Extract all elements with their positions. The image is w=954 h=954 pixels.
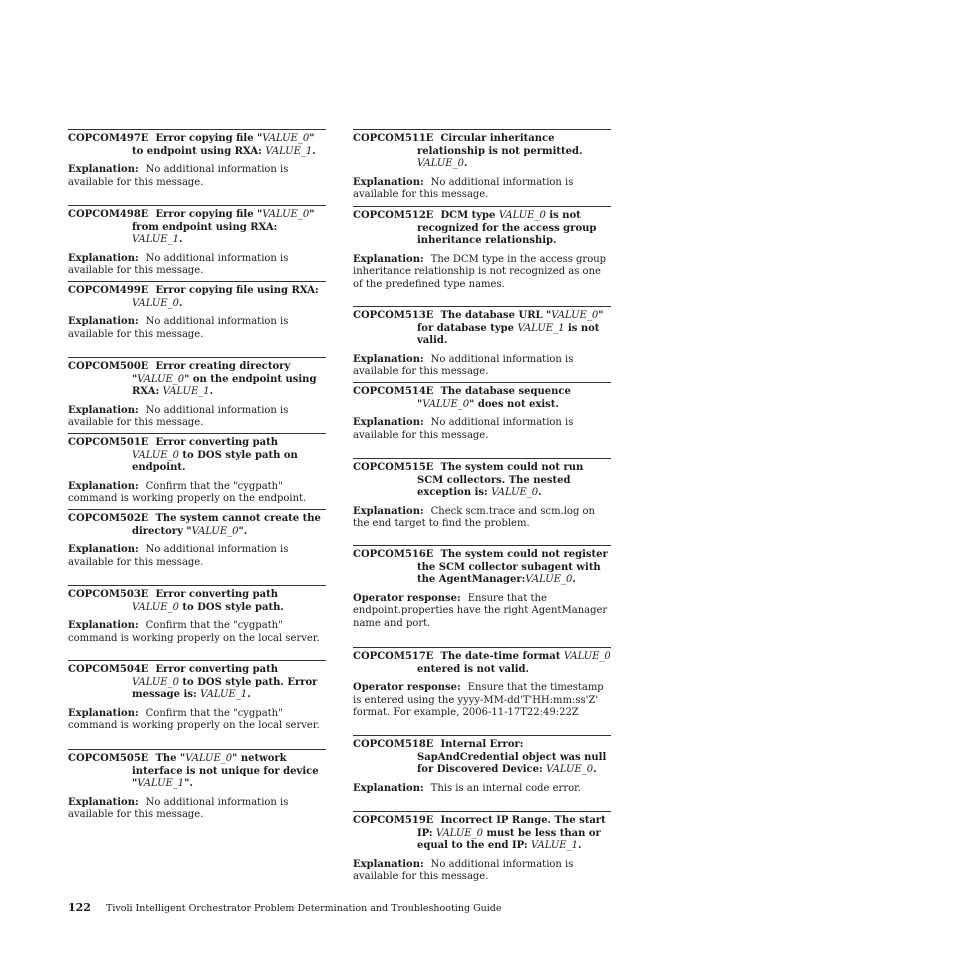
message-entry	[353, 458, 611, 531]
explanation-text: This is an internal code error.	[430, 782, 581, 794]
message-variable: VALUE_0	[563, 651, 611, 662]
message-variable: VALUE_1	[531, 840, 578, 851]
explanation-text: The DCM type in the access group inheritance relationship is not recognized as one of the predefined type names.	[353, 253, 607, 290]
message-title-text: " to endpoint using RXA:	[132, 133, 315, 157]
message-heading	[68, 589, 326, 614]
message-title-text: is not valid.	[417, 322, 600, 346]
message-title-text: .	[577, 840, 582, 851]
explanation-text: No additional information is available for this message.	[353, 353, 574, 377]
message-id: COPCOM519E	[353, 815, 434, 826]
explanation-text: Confirm that the "cygpath" command is working properly on the local server.	[68, 620, 320, 644]
message-heading	[353, 210, 611, 248]
message-title-text: must be less than or equal to the end IP:	[417, 827, 601, 851]
message-variable: VALUE_0	[262, 133, 310, 144]
explanation-text: Ensure that the timestamp is entered using the yyyy-MM-dd'T'HH:mm:ss'Z' format. For example, 2006-11-17T22:49:22Z	[353, 682, 604, 718]
message-title-text: The system cannot create the directory "	[132, 513, 321, 537]
explanation-text: No additional information is available for this message.	[68, 544, 289, 568]
explanation-text: Check scm.trace and scm.log on the end target to find the problem.	[353, 505, 595, 529]
message-id: COPCOM500E	[68, 361, 149, 372]
message-variable: VALUE_0	[191, 525, 239, 537]
message-title-text: .	[538, 487, 542, 498]
message-variable: VALUE_1	[137, 778, 185, 789]
message-entry	[353, 129, 611, 202]
message-id: COPCOM514E	[353, 386, 434, 397]
message-entry	[353, 647, 611, 720]
message-title-text: " on the endpoint using RXA:	[132, 373, 317, 397]
message-heading	[68, 753, 326, 791]
message-entry	[68, 749, 326, 822]
message-title-text: ".	[238, 525, 248, 537]
explanation-label: Explanation:	[68, 316, 139, 327]
message-title-text: " does not exist.	[469, 398, 559, 410]
message-id: COPCOM498E	[68, 209, 149, 220]
message-heading	[68, 664, 326, 702]
message-variable: VALUE_1	[132, 234, 179, 245]
explanation-text: No additional information is available for this message.	[68, 252, 289, 276]
explanation-label: Explanation:	[353, 253, 424, 265]
message-entry	[353, 545, 611, 630]
explanation-label: Explanation:	[68, 707, 139, 719]
explanation-text: No additional information is available for this message.	[353, 858, 574, 882]
message-title-text: DCM type	[440, 210, 499, 221]
explanation-label: Explanation:	[68, 796, 139, 808]
message-explanation	[353, 593, 611, 631]
message-explanation	[68, 797, 326, 822]
explanation-text: Confirm that the "cygpath" command is working properly on the local server.	[68, 707, 320, 731]
message-explanation	[353, 506, 611, 531]
message-title-text: Error converting path	[155, 437, 279, 448]
page-number: 122	[68, 901, 91, 914]
explanation-text: No additional information is available for this message.	[68, 316, 289, 340]
message-variable: VALUE_0	[132, 601, 179, 613]
message-id: COPCOM513E	[353, 310, 434, 321]
explanation-label: Explanation:	[353, 505, 424, 517]
message-title-text: The database URL "	[440, 310, 552, 321]
message-title-text: .	[209, 386, 214, 397]
message-heading	[353, 815, 611, 853]
message-variable: VALUE_1	[162, 386, 210, 397]
message-explanation	[68, 708, 326, 733]
message-variable: VALUE_0	[546, 764, 594, 775]
message-title-text: .	[247, 689, 251, 700]
message-title-text: The "	[155, 753, 186, 764]
message-explanation	[353, 254, 611, 292]
message-entry	[353, 811, 611, 884]
explanation-label: Explanation:	[68, 252, 139, 264]
message-title-text: Error converting path	[155, 589, 279, 600]
message-title-text: Error copying file "	[155, 133, 263, 144]
explanation-label: Explanation:	[353, 417, 424, 428]
explanation-label: Explanation:	[68, 544, 139, 555]
explanation-label: Operator response:	[353, 592, 461, 604]
message-id: COPCOM511E	[353, 133, 434, 144]
message-title-text: The system could not run SCM collectors. The nested exception is:	[417, 462, 584, 498]
explanation-label: Explanation:	[353, 858, 424, 870]
message-variable: VALUE_0	[498, 210, 546, 221]
message-title-text: Error converting path	[155, 664, 279, 675]
message-id: COPCOM497E	[68, 133, 149, 144]
message-variable: VALUE_0	[132, 297, 179, 309]
message-explanation	[353, 783, 611, 796]
message-title-text: is not recognized for the access group inheritance relationship.	[417, 210, 597, 246]
message-title-text: Internal Error: SapAndCredential object was null for Discovered Device:	[417, 739, 607, 775]
message-title-text: Error copying file "	[155, 209, 263, 220]
message-heading	[353, 462, 611, 500]
message-explanation	[68, 544, 326, 569]
message-title-text: Incorrect IP Range. The start IP:	[417, 815, 606, 839]
message-heading	[353, 739, 611, 777]
message-variable: VALUE_0	[422, 398, 470, 410]
explanation-text: No additional information is available for this message.	[68, 164, 289, 188]
message-title-text: " network interface is not unique for device "	[132, 753, 319, 789]
explanation-text: No additional information is available for this message.	[353, 417, 574, 441]
message-variable: VALUE_0	[132, 676, 179, 688]
message-variable: VALUE_0	[185, 753, 233, 764]
explanation-text: No additional information is available for this message.	[68, 796, 289, 820]
message-entry	[68, 585, 326, 645]
message-title-text: .	[312, 145, 316, 157]
message-heading	[68, 285, 326, 310]
message-title-text: " from endpoint using RXA:	[132, 209, 315, 233]
message-title-text: Error creating directory "	[132, 361, 291, 385]
message-heading	[68, 133, 326, 158]
message-variable: VALUE_1	[265, 145, 313, 157]
message-entry	[68, 281, 326, 341]
explanation-label: Explanation:	[353, 353, 424, 365]
message-id: COPCOM503E	[68, 589, 149, 600]
message-variable: VALUE_1	[200, 689, 248, 700]
message-heading	[353, 133, 611, 171]
message-entry	[353, 735, 611, 795]
message-title-text: to DOS style path. Error message is:	[132, 676, 318, 700]
message-explanation	[353, 354, 611, 379]
message-heading	[68, 361, 326, 399]
message-entry	[68, 357, 326, 430]
message-id: COPCOM515E	[353, 462, 434, 473]
explanation-label: Explanation:	[353, 782, 424, 794]
message-title-text: .	[463, 158, 468, 169]
explanation-label: Operator response:	[353, 682, 461, 693]
message-title-text: Circular inheritance relationship is not permitted.	[417, 133, 583, 157]
message-explanation	[68, 253, 326, 278]
message-entry	[353, 206, 611, 291]
message-title-text: entered is not valid.	[417, 663, 530, 675]
message-explanation	[353, 859, 611, 884]
message-heading	[353, 549, 611, 587]
explanation-label: Explanation:	[68, 620, 139, 631]
message-variable: VALUE_0	[436, 827, 483, 839]
message-explanation	[353, 682, 611, 720]
message-heading	[68, 209, 326, 247]
message-entry	[353, 306, 611, 379]
message-id: COPCOM499E	[68, 285, 149, 296]
explanation-label: Explanation:	[68, 404, 139, 416]
message-id: COPCOM501E	[68, 437, 149, 448]
message-entry	[68, 509, 326, 569]
message-title-text: .	[178, 297, 183, 309]
explanation-label: Explanation:	[353, 176, 424, 188]
message-explanation	[68, 481, 326, 506]
message-id: COPCOM518E	[353, 739, 434, 750]
message-title-text: .	[178, 234, 183, 245]
message-title-text: " for database type	[417, 310, 604, 334]
message-id: COPCOM504E	[68, 664, 149, 675]
message-variable: VALUE_0	[137, 373, 185, 385]
explanation-text: No additional information is available for this message.	[353, 176, 574, 200]
message-entry	[68, 205, 326, 278]
message-title-text: The date-time format	[440, 651, 564, 662]
message-title-text: ".	[184, 778, 193, 789]
message-heading	[353, 310, 611, 348]
message-id: COPCOM517E	[353, 651, 434, 662]
message-variable: VALUE_0	[132, 449, 179, 461]
message-explanation	[353, 177, 611, 202]
message-title-text: .	[593, 764, 597, 775]
message-entry	[68, 660, 326, 733]
explanation-text: Ensure that the endpoint.properties have the right AgentManager name and port.	[353, 592, 608, 629]
message-entry	[68, 129, 326, 189]
message-explanation	[68, 405, 326, 430]
page-footer	[68, 902, 502, 916]
message-entry	[68, 433, 326, 506]
explanation-text: Confirm that the "cygpath" command is working properly on the endpoint.	[68, 480, 307, 504]
message-title-text: Error copying file using RXA:	[155, 285, 319, 296]
message-id: COPCOM512E	[353, 210, 434, 221]
message-heading	[353, 386, 611, 411]
message-heading	[353, 651, 611, 676]
message-variable: VALUE_0	[491, 487, 539, 498]
message-variable: VALUE_0	[417, 158, 464, 169]
message-entry	[353, 382, 611, 442]
message-explanation	[68, 316, 326, 341]
book-title: Tivoli Intelligent Orchestrator Problem Determination and Troubleshooting Guide	[106, 903, 502, 914]
explanation-label: Explanation:	[68, 480, 139, 492]
message-title-text: The database sequence "	[417, 386, 571, 410]
message-variable: VALUE_0	[551, 310, 599, 321]
explanation-text: No additional information is available for this message.	[68, 404, 289, 428]
message-explanation	[353, 417, 611, 442]
message-title-text: to DOS style path.	[178, 601, 284, 613]
message-heading	[68, 513, 326, 538]
message-variable: VALUE_0	[525, 574, 573, 585]
message-id: COPCOM516E	[353, 549, 434, 560]
message-id: COPCOM505E	[68, 753, 149, 764]
message-explanation	[68, 164, 326, 189]
message-title-text: .	[572, 574, 576, 585]
explanation-label: Explanation:	[68, 164, 139, 175]
message-explanation	[68, 620, 326, 645]
message-variable: VALUE_0	[262, 209, 310, 220]
message-title-text: to DOS style path on endpoint.	[132, 449, 298, 473]
message-title-text: The system could not register the SCM collector subagent with the AgentManager:	[417, 549, 608, 585]
message-variable: VALUE_1	[517, 322, 565, 334]
message-heading	[68, 437, 326, 475]
message-id: COPCOM502E	[68, 513, 149, 524]
